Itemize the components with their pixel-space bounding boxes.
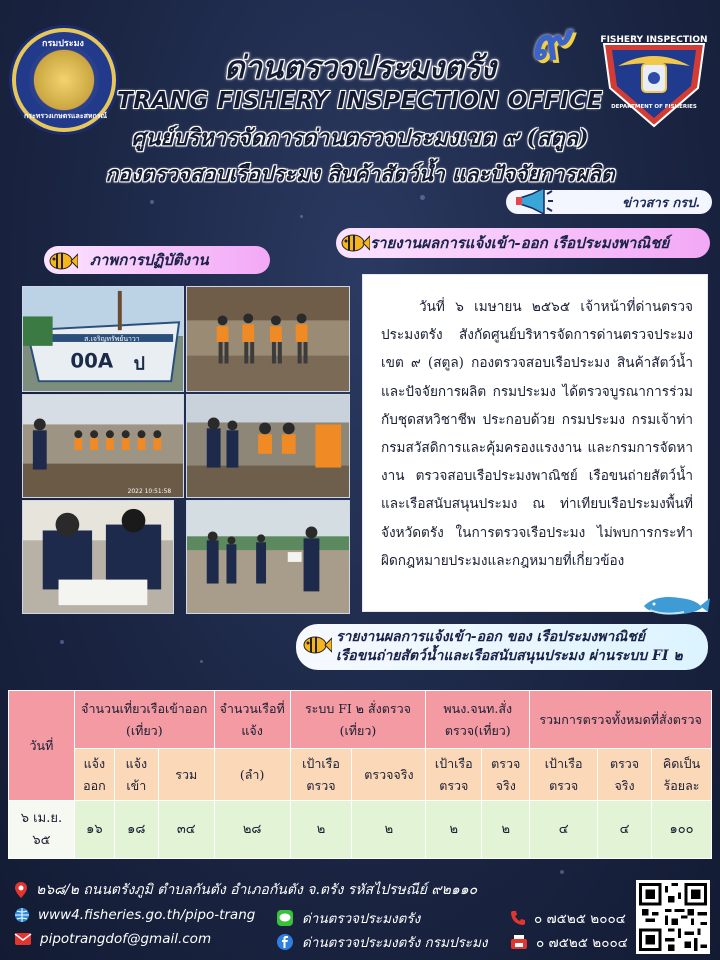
facebook-page[interactable]: ด่านตรวจประมงตรัง กรมประมง	[302, 935, 488, 951]
line-account[interactable]: ด่านตรวจประมงตรัง	[302, 911, 421, 927]
footer-phone[interactable]	[510, 907, 626, 929]
photo-crew-lineup	[22, 394, 184, 498]
footer-fax	[510, 931, 628, 953]
cell-value: ๒	[290, 801, 352, 859]
section-label-photos-text: ภาพการปฏิบัติงาน	[90, 251, 209, 269]
seal-text-bottom: กระทรวงเกษตรและสหกรณ์	[24, 112, 107, 120]
sub-header: คิดเป็นร้อยละ	[652, 749, 712, 801]
megaphone-icon	[514, 186, 554, 216]
cell-value: ๔	[530, 801, 598, 859]
section-label-report-text: รายงานผลการแจ้งเข้า-ออก เรือประมงพาณิชย์	[370, 234, 670, 252]
report-body-text: วันที่ ๖ เมษายน ๒๕๖๕ เจ้าหน้าที่ด่านตรวจประมงตรัง สังกัดศูนย์บริหารจัดการด่านตรวจประมง เขต ๙ (สตูล) กองตรวจสอบเรือประมง สินค้าสัตว์น้ำ และปัจจัยการผลิต กรมประมง ได้ตรวจบูรณาการร่วมกับชุดสหวิชาชีพ ประกอบด้วย กรมประมง กรมเจ้าท่า กรมสวัสดิการและคุ้มครองแรงงาน และกรมการจัดหางาน ตรวจสอบเรือประมงพาณิชย์ เรือขนถ่ายสัตว์น้ำและเรือสนับสนุนประมง ณ ท่าเทียบเรือประมงพื้นที่จังหวัดตรัง ในการตรวจเรือประมง ไม่พบการกระทำผิดกฎหมายประมงและกฎหมายที่เกี่ยวข้อง	[381, 299, 693, 569]
photo-timestamp: 2022 10:51:58	[127, 489, 172, 496]
center-subtitle: ศูนย์บริหารจัดการด่านตรวจประมงเขต ๙ (สตูล)	[131, 125, 589, 151]
phone-icon	[510, 910, 526, 926]
header-trips: จำนวนเที่ยวเรือเข้าออก (เที่ยว)	[74, 691, 214, 749]
photo-dock-inspection	[186, 500, 350, 614]
decor-dot	[560, 870, 564, 874]
address-text: ๒๖๘/๒ ถนนตรังภูมิ ตำบลกันตัง อำเภอกันตัง จ.ตรัง รหัสไปรษณีย์ ๙๒๑๑๐	[36, 882, 478, 898]
decor-dot	[150, 200, 154, 204]
inspection-stats-table	[8, 690, 712, 859]
email-link[interactable]: pipotrangdof@gmail.com	[40, 931, 212, 947]
location-icon	[14, 881, 28, 899]
cell-value: ๒	[426, 801, 482, 859]
boat-number: ป	[133, 354, 145, 375]
qr-code[interactable]	[636, 880, 710, 954]
footer-email[interactable]	[14, 931, 211, 947]
globe-icon	[14, 907, 30, 923]
website-link[interactable]: www4.fisheries.go.th/pipo-trang	[38, 907, 256, 923]
sub-header: ตรวจจริง	[352, 749, 426, 801]
footer-address	[14, 879, 634, 901]
report-text-card	[362, 274, 708, 612]
boat-code: 00A	[70, 349, 114, 373]
sub-header: รวม	[158, 749, 214, 801]
cell-value: ๑๘	[114, 801, 158, 859]
footer-facebook[interactable]	[276, 931, 487, 953]
header-fi2: ระบบ FI ๒ สั่งตรวจ (เที่ยว)	[290, 691, 426, 749]
cell-value: ๑๐๐	[652, 801, 712, 859]
decor-dot	[60, 640, 64, 644]
cell-date: ๖ เม.ย. ๖๕	[9, 801, 75, 859]
logo-text-top: FISHERY INSPECTION	[600, 35, 708, 45]
cell-value: ๒	[482, 801, 530, 859]
boat-name: ส.เจริญทรัพย์นาวา	[84, 334, 140, 343]
footer-line[interactable]	[276, 907, 420, 929]
sub-header: เป้าเรือตรวจ	[530, 749, 598, 801]
header-pnjt: พนง.จนท.สั่งตรวจ(เที่ยว)	[426, 691, 530, 749]
header-boats: จำนวนเรือที่แจ้ง	[214, 691, 290, 749]
decor-dot	[300, 215, 303, 218]
office-title-english: TRANG FISHERY INSPECTION OFFICE	[117, 88, 603, 114]
facebook-icon	[276, 933, 294, 951]
whale-icon	[640, 590, 712, 618]
fax-icon	[510, 934, 528, 950]
photo-crew-lifejackets	[186, 286, 350, 392]
report-table-heading	[296, 624, 708, 670]
sub-header: แจ้งเข้า	[114, 749, 158, 801]
section-label-report	[336, 228, 710, 258]
header-date: วันที่	[9, 691, 75, 801]
photo-document-review	[22, 500, 174, 614]
table-row	[9, 801, 712, 859]
fax-number: ๐ ๗๕๒๕ ๒๐๐๔	[536, 935, 628, 951]
cell-value: ๑๖	[74, 801, 114, 859]
phone-number[interactable]: ๐ ๗๕๒๕ ๒๐๐๔	[534, 911, 626, 927]
sub-header: เป้าเรือตรวจ	[426, 749, 482, 801]
fish-icon	[302, 634, 332, 656]
photo-inspection-check	[186, 394, 350, 498]
fish-icon	[48, 250, 78, 272]
header-total: รวมการตรวจทั้งหมดที่สั่งตรวจ	[530, 691, 712, 749]
sub-header: (ลำ)	[214, 749, 290, 801]
mail-icon	[14, 932, 32, 946]
news-badge-label: ข่าวสาร กรป.	[622, 195, 700, 211]
fishery-inspection-logo	[598, 26, 710, 130]
decor-dot	[420, 195, 425, 200]
sub-header: ตรวจจริง	[482, 749, 530, 801]
decor-dot	[200, 660, 203, 663]
division-subtitle: กองตรวจสอบเรือประมง สินค้าสัตว์น้ำ และปัจจัยการผลิต	[105, 161, 615, 186]
fish-icon	[340, 232, 370, 254]
sub-header: แจ้งออก	[74, 749, 114, 801]
sub-header: เป้าเรือตรวจ	[290, 749, 352, 801]
cell-value: ๒	[352, 801, 426, 859]
report-heading-line1: รายงานผลการแจ้งเข้า-ออก ของ เรือประมงพาณิชย์	[336, 629, 645, 645]
cell-value: ๔	[598, 801, 652, 859]
footer-website[interactable]	[14, 907, 255, 923]
sub-header: ตรวจจริง	[598, 749, 652, 801]
photo-fishing-boat	[22, 286, 184, 392]
region-number: ๙	[529, 11, 569, 72]
line-icon	[276, 909, 294, 927]
office-title-thai: ด่านตรวจประมงตรัง	[224, 50, 496, 86]
report-heading-line2: เรือขนถ่ายสัตว์น้ำและเรือสนับสนุนประมง ผ่านระบบ FI ๒	[336, 648, 683, 664]
logo-text-bottom: DEPARTMENT OF FISHERIES	[611, 104, 697, 110]
cell-value: ๓๔	[158, 801, 214, 859]
seal-text-top: กรมประมง	[42, 39, 84, 49]
cell-value: ๒๘	[214, 801, 290, 859]
